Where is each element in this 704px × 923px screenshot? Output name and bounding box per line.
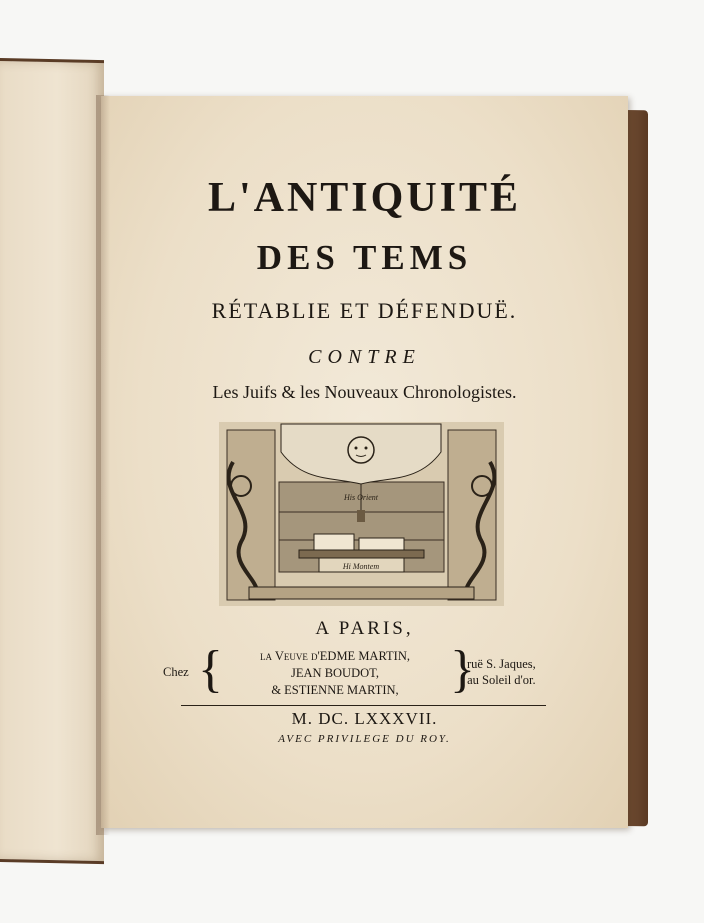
title-line-1: L'ANTIQUITÉ <box>207 175 522 221</box>
title-line-4: CONTRE <box>308 346 421 368</box>
publication-date: M. DC. LXXXVII. <box>291 709 438 728</box>
engraving-illustration <box>219 422 504 606</box>
publisher-name: la Veuve d'EDME MARTIN, <box>259 649 410 663</box>
left-brace: { <box>198 641 223 698</box>
right-brace: } <box>450 641 475 698</box>
spine-shadow <box>96 95 110 835</box>
privilege-line: AVEC PRIVILEGE DU ROY. <box>278 733 451 745</box>
publisher-name: & ESTIENNE MARTIN, <box>271 683 399 697</box>
engraving-label-text: Hi Montem <box>342 562 380 571</box>
title-line-2: DES TEMS <box>256 238 473 277</box>
publisher-names <box>225 648 445 699</box>
title-line-3: RÉTABLIE ET DÉFENDUË. <box>211 298 518 323</box>
address-line: ruë S. Jaques, <box>467 657 536 671</box>
imprint-place: A PARIS, <box>315 618 414 639</box>
divider-rule <box>181 705 546 706</box>
title-page <box>101 96 628 828</box>
address-line: au Soleil d'or. <box>467 673 536 687</box>
engraving-banner-text: His Orient <box>344 493 378 502</box>
subtitle: Les Juifs & les Nouveaux Chronologistes. <box>212 382 517 402</box>
publisher-name: JEAN BOUDOT, <box>291 666 379 680</box>
left-page <box>0 58 104 864</box>
publisher-address <box>467 656 536 688</box>
publisher-block <box>101 641 628 700</box>
imprint-chez: Chez <box>163 665 189 679</box>
